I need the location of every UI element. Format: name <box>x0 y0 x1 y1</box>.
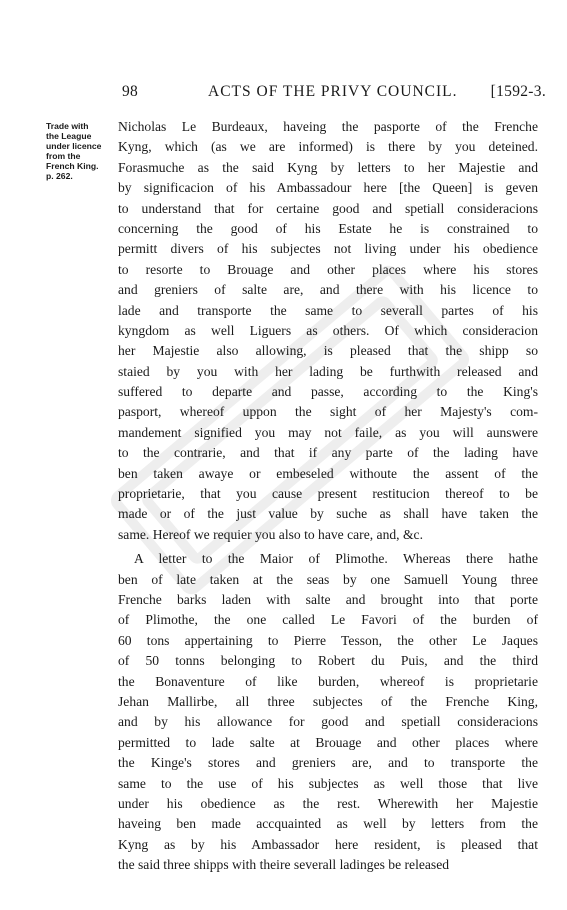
text-line: of Plimothe, the one called Le Favori of the burden of <box>118 612 538 628</box>
margin-note-line: the League <box>46 131 92 141</box>
margin-note-line: p. 262. <box>46 171 73 181</box>
text-line: ben taken awaye or embeseled withoute the assent of the <box>118 465 538 481</box>
text-line: permitted to lade salte at Brouage and other places where <box>118 734 538 750</box>
text-line: proprietarie, that you cause present restitucion thereof to be <box>118 486 538 502</box>
body-text <box>118 117 538 875</box>
text-line: same to the use of his subjectes as well those that live <box>118 775 538 791</box>
margin-note-line: Trade with <box>46 121 89 131</box>
text-line: under his obedience as the rest. Wherewith her Majestie <box>118 795 538 811</box>
text-line: Nicholas Le Burdeaux, haveing the pasporte of the Frenche <box>118 119 538 134</box>
text-line: same. Hereof we requier you also to have care, and, &c. <box>118 526 423 542</box>
paragraph <box>118 549 538 875</box>
margin-note-line: French King. <box>46 161 99 171</box>
margin-note-line: from the <box>46 151 81 161</box>
text-line: the Bonaventure of like burden, whereof is proprietarie <box>118 673 538 689</box>
margin-note <box>46 121 116 181</box>
text-line: 60 tons appertaining to Pierre Tesson, the other Le Jaques <box>118 632 538 648</box>
text-line: staied by you with her lading be furthwith released and <box>118 363 538 379</box>
year-range: [1592-3. <box>490 83 546 100</box>
text-line: of 50 tonns belonging to Robert du Puis, and the third <box>118 653 538 669</box>
text-line: Forasmuche as the said Kyng by letters to her Majestie and <box>118 159 538 175</box>
text-line: by significacion of his Ambassadour here [the Queen] is geven <box>118 180 538 196</box>
text-line: Kyng as by his Ambassador here resident, is pleased that <box>118 836 538 852</box>
running-title: ACTS OF THE PRIVY COUNCIL. <box>208 83 458 100</box>
paragraph <box>118 117 538 545</box>
text-line: haveing ben made accquainted as well by letters from the <box>118 816 538 832</box>
text-line: and by his allowance for good and spetiall consideracions <box>118 714 538 730</box>
text-line: her Majestie also allowing, is pleased that the shipp so <box>118 343 538 359</box>
text-line: made or of the just value by suche as shall have taken the <box>118 506 538 522</box>
text-line: the said three shipps with theire severall ladinges be released <box>118 857 450 873</box>
text-line: A letter to the Maior of Plimothe. Whereas there hathe <box>134 551 538 567</box>
text-line: Kyng, which (as we are informed) is there by you deteined. <box>118 139 538 155</box>
text-line: permitt divers of his subjectes not living under his obedience <box>118 241 538 257</box>
text-line: mandement signified you may not faile, as you will aunswere <box>118 424 538 440</box>
page-number: 98 <box>122 83 139 100</box>
margin-note-line: under licence <box>46 141 102 151</box>
text-line: kyngdom as well Liguers as others. Of which consideracion <box>118 322 538 338</box>
text-line: and greniers of salte are, and there with his licence to <box>118 282 538 298</box>
text-line: to resorte to Brouage and other places where his stores <box>118 261 538 277</box>
text-line: the Kinge's stores and greniers are, and to transporte the <box>118 755 538 771</box>
text-line: to understand that for certaine good and spetiall consideracions <box>118 200 538 216</box>
text-line: pasport, whereof uppon the sight of her Majesty's com- <box>118 404 538 420</box>
text-line: to the contrarie, and that if any parte of the lading have <box>118 445 538 461</box>
text-line: ben of late taken at the seas by one Samuell Young three <box>118 571 538 587</box>
text-line: Frenche barks laden with salte and brought into that porte <box>118 591 538 607</box>
text-line: Jehan Mallirbe, all three subjectes of the Frenche King, <box>118 693 538 709</box>
text-line: lade and transporte the same to severall partes of his <box>118 302 538 318</box>
running-header <box>116 83 546 105</box>
text-line: concerning the good of his Estate he is constrained to <box>118 220 538 236</box>
text-line: suffered to departe and passe, according to the King's <box>118 384 538 400</box>
